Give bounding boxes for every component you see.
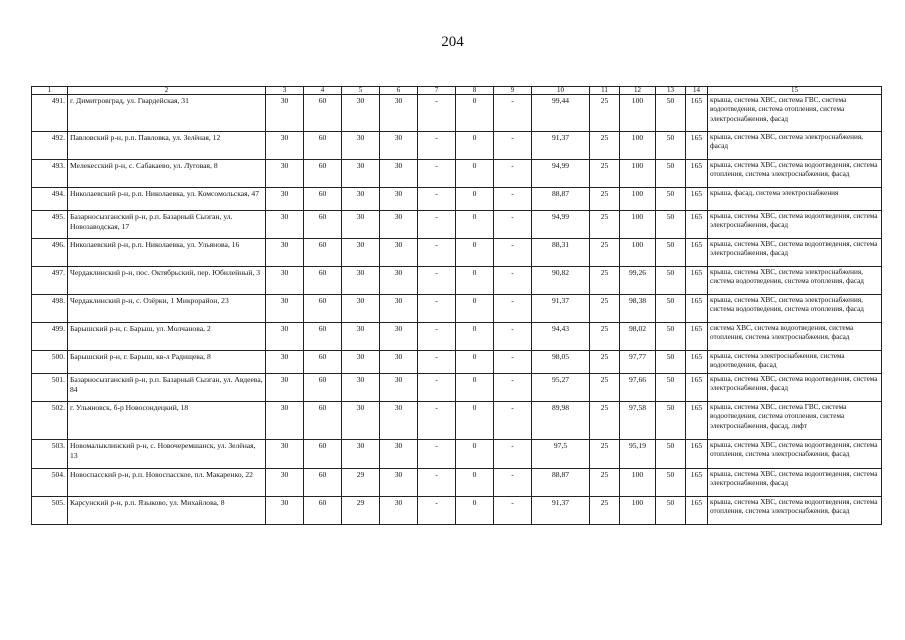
value-cell: - xyxy=(418,160,456,188)
value-cell: 60 xyxy=(304,239,342,267)
value-cell: - xyxy=(418,295,456,323)
value-cell: 0 xyxy=(456,374,494,402)
works-cell: крыша, система ХВС, система водоотведения, система электроснабжения, фасад xyxy=(708,469,882,497)
value-cell: 60 xyxy=(304,497,342,525)
value-cell: 0 xyxy=(456,211,494,239)
value-cell: 30 xyxy=(380,132,418,160)
header-cell: 7 xyxy=(418,87,456,95)
value-cell: 165 xyxy=(686,267,708,295)
value-cell: - xyxy=(494,323,532,351)
works-cell: крыша, система ХВС, система водоотведения, система электроснабжения, фасад xyxy=(708,239,882,267)
register-table xyxy=(31,86,882,525)
header-cell: 8 xyxy=(456,87,494,95)
header-cell: 6 xyxy=(380,87,418,95)
value-cell: 25 xyxy=(590,402,620,440)
value-cell: 0 xyxy=(456,160,494,188)
value-cell: - xyxy=(494,497,532,525)
address-cell: Базарносызганский р-н, р.п. Базарный Сызган, ул. Новозаводская, 17 xyxy=(68,211,266,239)
row-number: 499. xyxy=(32,323,68,351)
value-cell: 60 xyxy=(304,267,342,295)
value-cell: 30 xyxy=(342,239,380,267)
value-cell: 25 xyxy=(590,351,620,374)
value-cell: 30 xyxy=(266,95,304,132)
address-cell: Новоспасский р-н, р.п. Новоспасское, пл. Макаренко, 22 xyxy=(68,469,266,497)
row-number: 494. xyxy=(32,188,68,211)
value-cell: 60 xyxy=(304,469,342,497)
header-cell: 3 xyxy=(266,87,304,95)
value-cell: 30 xyxy=(380,239,418,267)
row-number: 500. xyxy=(32,351,68,374)
value-cell: 165 xyxy=(686,211,708,239)
value-cell: 91,37 xyxy=(532,497,590,525)
address-cell: Новомалыклинский р-н, с. Новочеремшанск, ул. Зелёная, 13 xyxy=(68,440,266,469)
value-cell: 0 xyxy=(456,323,494,351)
works-cell: крыша, фасад, система электроснабжения xyxy=(708,188,882,211)
value-cell: 60 xyxy=(304,188,342,211)
address-cell: Павловский р-н, р.п. Павловка, ул. Зелёная, 12 xyxy=(68,132,266,160)
value-cell: 100 xyxy=(620,160,656,188)
value-cell: - xyxy=(418,323,456,351)
row-number: 492. xyxy=(32,132,68,160)
header-cell: 5 xyxy=(342,87,380,95)
value-cell: 30 xyxy=(380,323,418,351)
value-cell: - xyxy=(494,440,532,469)
value-cell: - xyxy=(494,211,532,239)
value-cell: 165 xyxy=(686,402,708,440)
value-cell: 50 xyxy=(656,95,686,132)
value-cell: 97,77 xyxy=(620,351,656,374)
row-number: 505. xyxy=(32,497,68,525)
value-cell: 0 xyxy=(456,351,494,374)
address-cell: г. Димитровград, ул. Гвардейская, 31 xyxy=(68,95,266,132)
value-cell: 30 xyxy=(266,211,304,239)
table-row xyxy=(32,374,882,402)
value-cell: 30 xyxy=(342,211,380,239)
works-cell: крыша, система ХВС, система водоотведения, система отопления, система электроснабжения, фасад xyxy=(708,160,882,188)
value-cell: 30 xyxy=(342,132,380,160)
value-cell: 0 xyxy=(456,95,494,132)
value-cell: 30 xyxy=(266,132,304,160)
value-cell: 0 xyxy=(456,440,494,469)
value-cell: 0 xyxy=(456,295,494,323)
address-cell: Карсунский р-н, р.п. Языково, ул. Михайлова, 8 xyxy=(68,497,266,525)
page-number: 204 xyxy=(441,34,464,50)
value-cell: 30 xyxy=(380,160,418,188)
address-cell: Николаевский р-н, р.п. Николаевка, ул. Комсомольская, 47 xyxy=(68,188,266,211)
value-cell: - xyxy=(494,351,532,374)
value-cell: 30 xyxy=(266,295,304,323)
value-cell: 60 xyxy=(304,351,342,374)
table-row xyxy=(32,295,882,323)
value-cell: 50 xyxy=(656,211,686,239)
value-cell: 60 xyxy=(304,323,342,351)
value-cell: - xyxy=(494,160,532,188)
table-row xyxy=(32,440,882,469)
value-cell: 30 xyxy=(380,351,418,374)
value-cell: - xyxy=(418,188,456,211)
value-cell: 30 xyxy=(342,374,380,402)
value-cell: - xyxy=(418,239,456,267)
value-cell: 30 xyxy=(342,267,380,295)
value-cell: 30 xyxy=(380,211,418,239)
value-cell: - xyxy=(418,374,456,402)
table-row xyxy=(32,267,882,295)
value-cell: 30 xyxy=(266,440,304,469)
value-cell: 100 xyxy=(620,95,656,132)
address-cell: Барышский р-н, г. Барыш, ул. Молчанова, 2 xyxy=(68,323,266,351)
address-cell: Барышский р-н, г. Барыш, кв-л Радищева, 8 xyxy=(68,351,266,374)
value-cell: - xyxy=(494,374,532,402)
works-cell: крыша, система ХВС, система ГВС, система водоотведения, система отопления, система электроснабжения, фасад, лифт xyxy=(708,402,882,440)
value-cell: 0 xyxy=(456,239,494,267)
value-cell: 94,99 xyxy=(532,160,590,188)
value-cell: 30 xyxy=(266,351,304,374)
value-cell: 25 xyxy=(590,469,620,497)
row-number: 502. xyxy=(32,402,68,440)
value-cell: 100 xyxy=(620,211,656,239)
works-cell: крыша, система электроснабжения, система водоотведения, фасад xyxy=(708,351,882,374)
value-cell: 0 xyxy=(456,132,494,160)
header-cell: 9 xyxy=(494,87,532,95)
value-cell: 165 xyxy=(686,188,708,211)
table-row xyxy=(32,239,882,267)
value-cell: 97,5 xyxy=(532,440,590,469)
value-cell: - xyxy=(418,402,456,440)
value-cell: 60 xyxy=(304,440,342,469)
value-cell: - xyxy=(418,469,456,497)
works-cell: крыша, система ХВС, система электроснабжения, система водоотведения, система отопления, фасад xyxy=(708,267,882,295)
value-cell: 50 xyxy=(656,188,686,211)
value-cell: 99,26 xyxy=(620,267,656,295)
value-cell: 30 xyxy=(380,374,418,402)
table-row xyxy=(32,323,882,351)
value-cell: - xyxy=(418,267,456,295)
value-cell: - xyxy=(494,95,532,132)
value-cell: 25 xyxy=(590,95,620,132)
value-cell: 50 xyxy=(656,239,686,267)
value-cell: 50 xyxy=(656,497,686,525)
value-cell: 50 xyxy=(656,267,686,295)
value-cell: 25 xyxy=(590,497,620,525)
value-cell: 30 xyxy=(266,188,304,211)
value-cell: 91,37 xyxy=(532,295,590,323)
value-cell: 165 xyxy=(686,295,708,323)
value-cell: 30 xyxy=(266,497,304,525)
address-cell: Чердаклинский р-н, с. Озёрки, 1 Микрорайон, 23 xyxy=(68,295,266,323)
value-cell: 25 xyxy=(590,211,620,239)
value-cell: 50 xyxy=(656,295,686,323)
value-cell: 30 xyxy=(342,188,380,211)
value-cell: 88,31 xyxy=(532,239,590,267)
value-cell: 25 xyxy=(590,188,620,211)
value-cell: 0 xyxy=(456,188,494,211)
value-cell: - xyxy=(418,440,456,469)
value-cell: 165 xyxy=(686,160,708,188)
value-cell: 30 xyxy=(380,267,418,295)
value-cell: 30 xyxy=(380,402,418,440)
value-cell: 50 xyxy=(656,374,686,402)
value-cell: 97,66 xyxy=(620,374,656,402)
table-row xyxy=(32,132,882,160)
address-cell: Мелекесский р-н, с. Сабакаево, ул. Луговая, 8 xyxy=(68,160,266,188)
address-cell: Чердаклинский р-н, пос. Октябрьский, пер. Юбилейный, 3 xyxy=(68,267,266,295)
value-cell: 0 xyxy=(456,469,494,497)
value-cell: 95,19 xyxy=(620,440,656,469)
value-cell: 30 xyxy=(342,402,380,440)
value-cell: 29 xyxy=(342,497,380,525)
value-cell: 50 xyxy=(656,160,686,188)
value-cell: 25 xyxy=(590,239,620,267)
value-cell: 60 xyxy=(304,374,342,402)
table-row xyxy=(32,95,882,132)
header-cell: 15 xyxy=(708,87,882,95)
value-cell: 165 xyxy=(686,323,708,351)
value-cell: 25 xyxy=(590,160,620,188)
value-cell: 165 xyxy=(686,374,708,402)
value-cell: 90,82 xyxy=(532,267,590,295)
row-number: 501. xyxy=(32,374,68,402)
value-cell: 30 xyxy=(380,469,418,497)
value-cell: - xyxy=(418,351,456,374)
value-cell: 98,02 xyxy=(620,323,656,351)
value-cell: 100 xyxy=(620,132,656,160)
value-cell: 30 xyxy=(342,440,380,469)
table-row xyxy=(32,188,882,211)
value-cell: - xyxy=(494,188,532,211)
value-cell: 25 xyxy=(590,295,620,323)
value-cell: 50 xyxy=(656,132,686,160)
value-cell: 30 xyxy=(342,160,380,188)
header-cell: 1 xyxy=(32,87,68,95)
value-cell: 25 xyxy=(590,440,620,469)
row-number: 497. xyxy=(32,267,68,295)
header-cell: 12 xyxy=(620,87,656,95)
value-cell: 25 xyxy=(590,267,620,295)
value-cell: 30 xyxy=(380,440,418,469)
value-cell: 60 xyxy=(304,402,342,440)
value-cell: 165 xyxy=(686,469,708,497)
value-cell: - xyxy=(418,132,456,160)
header-cell: 4 xyxy=(304,87,342,95)
value-cell: 30 xyxy=(266,239,304,267)
value-cell: 30 xyxy=(342,323,380,351)
value-cell: 165 xyxy=(686,239,708,267)
value-cell: 30 xyxy=(380,497,418,525)
value-cell: 50 xyxy=(656,440,686,469)
value-cell: - xyxy=(494,239,532,267)
works-cell: крыша, система ХВС, система водоотведения, система отопления, система электроснабжения, фасад xyxy=(708,440,882,469)
address-cell: Базарносызганский р-н, р.п. Базарный Сызган, ул. Авдеева, 84 xyxy=(68,374,266,402)
value-cell: 50 xyxy=(656,351,686,374)
works-cell: крыша, система ХВС, система водоотведения, система электроснабжения, фасад xyxy=(708,374,882,402)
value-cell: 60 xyxy=(304,95,342,132)
value-cell: 60 xyxy=(304,295,342,323)
value-cell: 30 xyxy=(342,351,380,374)
value-cell: 25 xyxy=(590,132,620,160)
value-cell: 91,37 xyxy=(532,132,590,160)
row-number: 495. xyxy=(32,211,68,239)
header-cell: 13 xyxy=(656,87,686,95)
table-row xyxy=(32,211,882,239)
value-cell: 50 xyxy=(656,323,686,351)
row-number: 491. xyxy=(32,95,68,132)
value-cell: 30 xyxy=(266,267,304,295)
header-cell: 10 xyxy=(532,87,590,95)
value-cell: - xyxy=(494,402,532,440)
table-body xyxy=(32,95,882,525)
value-cell: 99,44 xyxy=(532,95,590,132)
works-cell: крыша, система ХВС, система электроснабжения, система водоотведения, система отопления, фасад xyxy=(708,295,882,323)
value-cell: - xyxy=(418,211,456,239)
value-cell: 30 xyxy=(380,188,418,211)
value-cell: 165 xyxy=(686,351,708,374)
value-cell: 100 xyxy=(620,497,656,525)
table-row xyxy=(32,497,882,525)
value-cell: - xyxy=(418,95,456,132)
value-cell: 0 xyxy=(456,497,494,525)
row-number: 493. xyxy=(32,160,68,188)
header-cell: 11 xyxy=(590,87,620,95)
works-cell: крыша, система ХВС, система электроснабжения, фасад xyxy=(708,132,882,160)
value-cell: 95,27 xyxy=(532,374,590,402)
value-cell: 94,43 xyxy=(532,323,590,351)
header-cell: 2 xyxy=(68,87,266,95)
row-number: 503. xyxy=(32,440,68,469)
value-cell: 0 xyxy=(456,267,494,295)
value-cell: 100 xyxy=(620,188,656,211)
table-row xyxy=(32,469,882,497)
value-cell: 30 xyxy=(380,295,418,323)
value-cell: 98,38 xyxy=(620,295,656,323)
value-cell: 30 xyxy=(266,374,304,402)
value-cell: 30 xyxy=(266,160,304,188)
value-cell: 30 xyxy=(342,95,380,132)
value-cell: - xyxy=(494,132,532,160)
value-cell: 30 xyxy=(266,323,304,351)
value-cell: 100 xyxy=(620,239,656,267)
value-cell: 25 xyxy=(590,374,620,402)
value-cell: 88,87 xyxy=(532,469,590,497)
value-cell: 50 xyxy=(656,402,686,440)
value-cell: 165 xyxy=(686,132,708,160)
value-cell: - xyxy=(494,295,532,323)
value-cell: - xyxy=(494,469,532,497)
row-number: 496. xyxy=(32,239,68,267)
table-row xyxy=(32,160,882,188)
address-cell: Николаевский р-н, р.п. Николаевка, ул. Ульянова, 16 xyxy=(68,239,266,267)
table-row xyxy=(32,351,882,374)
value-cell: 60 xyxy=(304,132,342,160)
works-cell: крыша, система ХВС, система водоотведения, система отопления, система электроснабжения, фасад xyxy=(708,497,882,525)
value-cell: 50 xyxy=(656,469,686,497)
works-cell: система ХВС, система водоотведения, система отопления, система электроснабжения, фасад xyxy=(708,323,882,351)
value-cell: 0 xyxy=(456,402,494,440)
works-cell: крыша, система ХВС, система ГВС, система водоотведения, система отопления, система электроснабжения, фасад xyxy=(708,95,882,132)
value-cell: 165 xyxy=(686,440,708,469)
value-cell: 88,87 xyxy=(532,188,590,211)
value-cell: 165 xyxy=(686,497,708,525)
value-cell: 30 xyxy=(266,402,304,440)
value-cell: 97,58 xyxy=(620,402,656,440)
value-cell: 89,98 xyxy=(532,402,590,440)
value-cell: - xyxy=(494,267,532,295)
table-row xyxy=(32,402,882,440)
address-cell: г. Ульяновск, б-р Новосондецкий, 18 xyxy=(68,402,266,440)
value-cell: 25 xyxy=(590,323,620,351)
value-cell: 30 xyxy=(266,469,304,497)
row-number: 504. xyxy=(32,469,68,497)
value-cell: 30 xyxy=(342,295,380,323)
value-cell: 100 xyxy=(620,469,656,497)
value-cell: 29 xyxy=(342,469,380,497)
value-cell: - xyxy=(418,497,456,525)
works-cell: крыша, система ХВС, система водоотведения, система электроснабжения, фасад xyxy=(708,211,882,239)
value-cell: 60 xyxy=(304,211,342,239)
table-header-row xyxy=(32,87,882,95)
value-cell: 60 xyxy=(304,160,342,188)
value-cell: 30 xyxy=(380,95,418,132)
header-cell: 14 xyxy=(686,87,708,95)
value-cell: 98,05 xyxy=(532,351,590,374)
value-cell: 165 xyxy=(686,95,708,132)
value-cell: 94,99 xyxy=(532,211,590,239)
row-number: 498. xyxy=(32,295,68,323)
